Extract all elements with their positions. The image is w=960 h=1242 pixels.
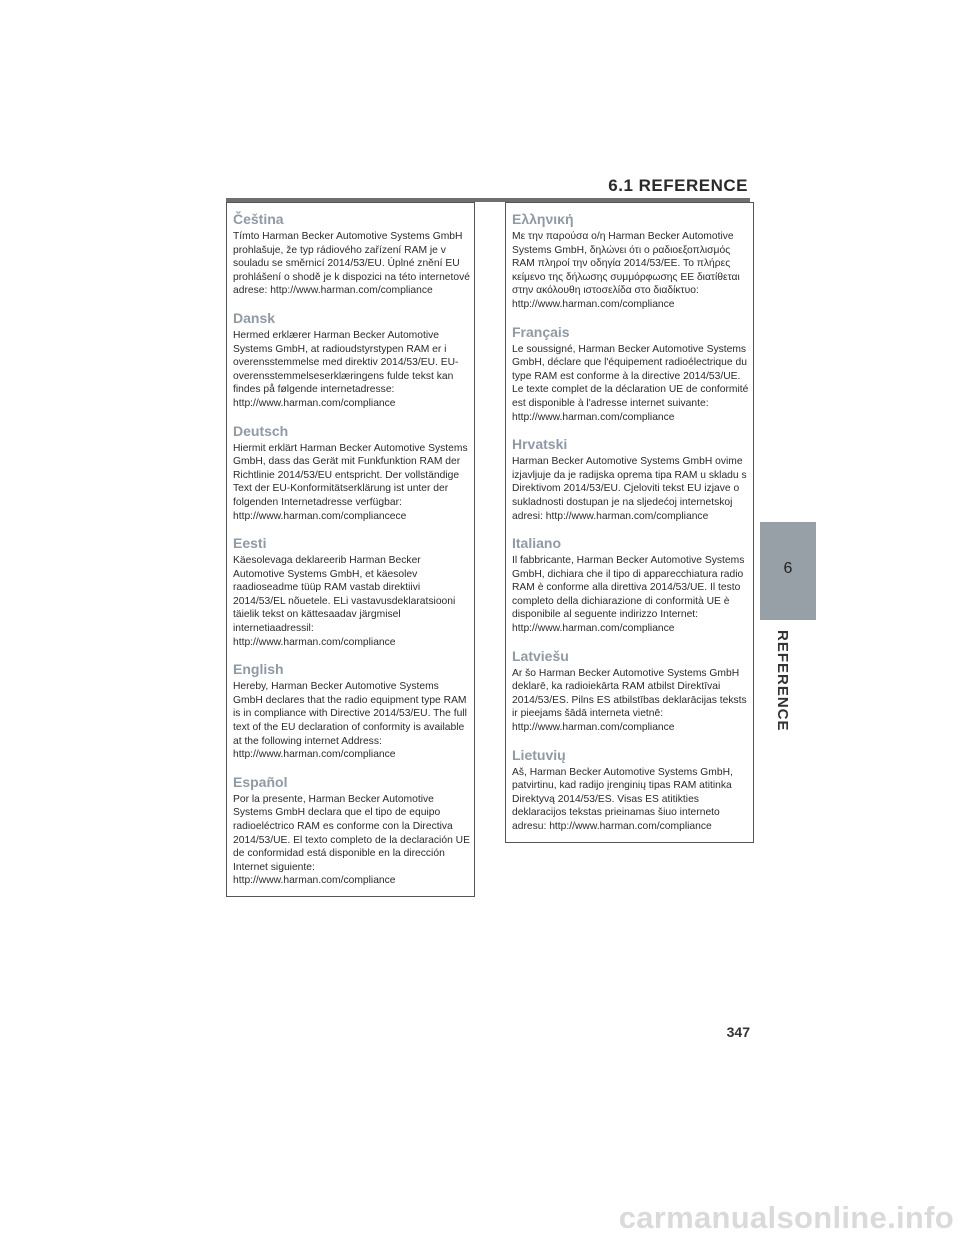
lang-heading: Latviešu [512, 647, 569, 664]
lang-text: Hereby, Harman Becker Automotive Systems GmbH declares that the radio equipment type RAM is in compliance with Directive 2014/53/EU. The full text of the EU declaration of conformity is available at the following internet Address: http://www.harman.com/compliance [233, 681, 467, 761]
chapter-tab[interactable] [760, 522, 816, 620]
lang-heading: Dansk [233, 309, 276, 326]
lang-heading: Français [512, 323, 570, 340]
lang-block-lv [512, 648, 750, 735]
watermark: carmanualsonline.info [618, 1200, 954, 1235]
lang-block-en [233, 661, 471, 762]
lang-text: Με την παρούσα ο/η Harman Becker Automotive Systems GmbH, δηλώνει ότι ο ραδιοεξοπλισμός RAM πληροί την οδηγία 2014/53/ΕΕ. Το πλήρες κείμενο της δήλωσης συμμόρφωσης ΕΕ διατίθεται στην ακόλουθη ιστοσελίδα στο διαδίκτυο: http://www.harman.com/compliance [512, 231, 740, 310]
lang-heading: Ελληνική [512, 211, 574, 227]
lang-block-it [512, 535, 750, 636]
lang-block-fr [512, 324, 750, 425]
lang-text: Käesolevaga deklareerib Harman Becker Automotive Systems GmbH, et käesolev raadioseadme tüüp RAM vastab direktiivi 2014/53/EL nõuetele. ELi vastavusdeklaratsiooni täielik tekst on kättesaadav järgmisel internetiaadressil: http://www.harman.com/compliance [233, 555, 456, 648]
lang-block-el [512, 211, 750, 312]
lang-block-lt [512, 747, 750, 834]
lang-block-da [233, 310, 471, 411]
chapter-label: REFERENCE [774, 630, 791, 732]
lang-text: Por la presente, Harman Becker Automotive Systems GmbH declara que el tipo de equipo radioeléctrico RAM es conforme con la Directiva 2014/53/UE. El texto completo de la declaración UE de conformidad está disponible en la dirección Internet siguiente: http://www.harman.com/compliance [233, 793, 470, 887]
lang-heading: Italiano [512, 535, 562, 552]
lang-heading: Lietuvių [512, 746, 566, 763]
lang-heading: Eesti [233, 535, 267, 552]
lang-text: Tímto Harman Becker Automotive Systems GmbH prohlašuje, že typ rádiového zařízení RAM je v souladu se směrnicí 2014/53/EU. Úplné znění EU prohlášení o shodě je k dispozici na této internetové adrese: http://www.harman.com/compliance [233, 231, 470, 297]
lang-block-es [233, 774, 471, 888]
lang-block-de [233, 423, 471, 524]
lang-text: Aš, Harman Becker Automotive Systems GmbH, patvirtinu, kad radijo įrenginių tipas RAM atitinka Direktyvą 2014/53/ES. Visas ES atitikties deklaracijos tekstas prieinamas šiuo interneto adresu: http://www.harman.com/compliance [512, 766, 733, 832]
lang-heading: Deutsch [233, 422, 289, 439]
lang-text: Le soussigné, Harman Becker Automotive Systems GmbH, déclare que l'équipement radioélectrique du type RAM est conforme à la directive 2014/53/UE. Le texte complet de la déclaration UE de conformité est disponible à l'adresse internet suivante: http://www.harman.com/compliance [512, 343, 749, 423]
chapter-number: 6 [783, 560, 793, 577]
lang-heading: Hrvatski [512, 436, 568, 453]
lang-text: Il fabbricante, Harman Becker Automotive Systems GmbH, dichiara che il tipo di apparecchiatura radio RAM è conforme alla direttiva 2014/53/UE. Il testo completo della dichiarazione di conformità UE è disponibile al seguente indirizzo Internet: http://www.harman.com/compliance [512, 555, 745, 635]
lang-heading: Español [233, 773, 288, 790]
section-title: 6.1 REFERENCE [608, 176, 748, 195]
lang-heading: English [233, 661, 284, 678]
right-column [505, 202, 754, 843]
lang-block-et [233, 535, 471, 649]
left-column [226, 202, 475, 897]
lang-text: Hiermit erklärt Harman Becker Automotive Systems GmbH, dass das Gerät mit Funkfunktion RAM der Richtlinie 2014/53/EU entspricht. Der vollständige Text der EU-Konformitätserklärung ist unter der folgenden Internetadresse verfügbar: http://www.harman.com/compliancece [233, 442, 468, 522]
page-number: 347 [726, 1024, 750, 1040]
lang-block-hr [512, 436, 750, 523]
lang-text: Harman Becker Automotive Systems GmbH ovime izjavljuje da je radijska oprema tipa RAM u skladu s Direktivom 2014/53/EU. Cjeloviti tekst EU izjave o sukladnosti dostupan je na sljedećoj internetskoj adresi: http://www.harman.com/compliance [512, 456, 747, 522]
lang-text: Hermed erklærer Harman Becker Automotive Systems GmbH, at radioudstyrstypen RAM er i overensstemmelse med direktiv 2014/53/EU. EU-overensstemmelseserklæringens fulde tekst kan findes på følgende internetadresse: http://www.harman.com/compliance [233, 329, 459, 409]
lang-text: Ar šo Harman Becker Automotive Systems GmbH deklarē, ka radioiekārta RAM atbilst Direktīvai 2014/53/ES. Pilns ES atbilstības deklarācijas teksts ir pieejams šādā interneta vietnē: http://www.harman.com/compliance [512, 667, 747, 734]
lang-block-cs [233, 211, 471, 298]
lang-heading: Čeština [233, 211, 284, 227]
